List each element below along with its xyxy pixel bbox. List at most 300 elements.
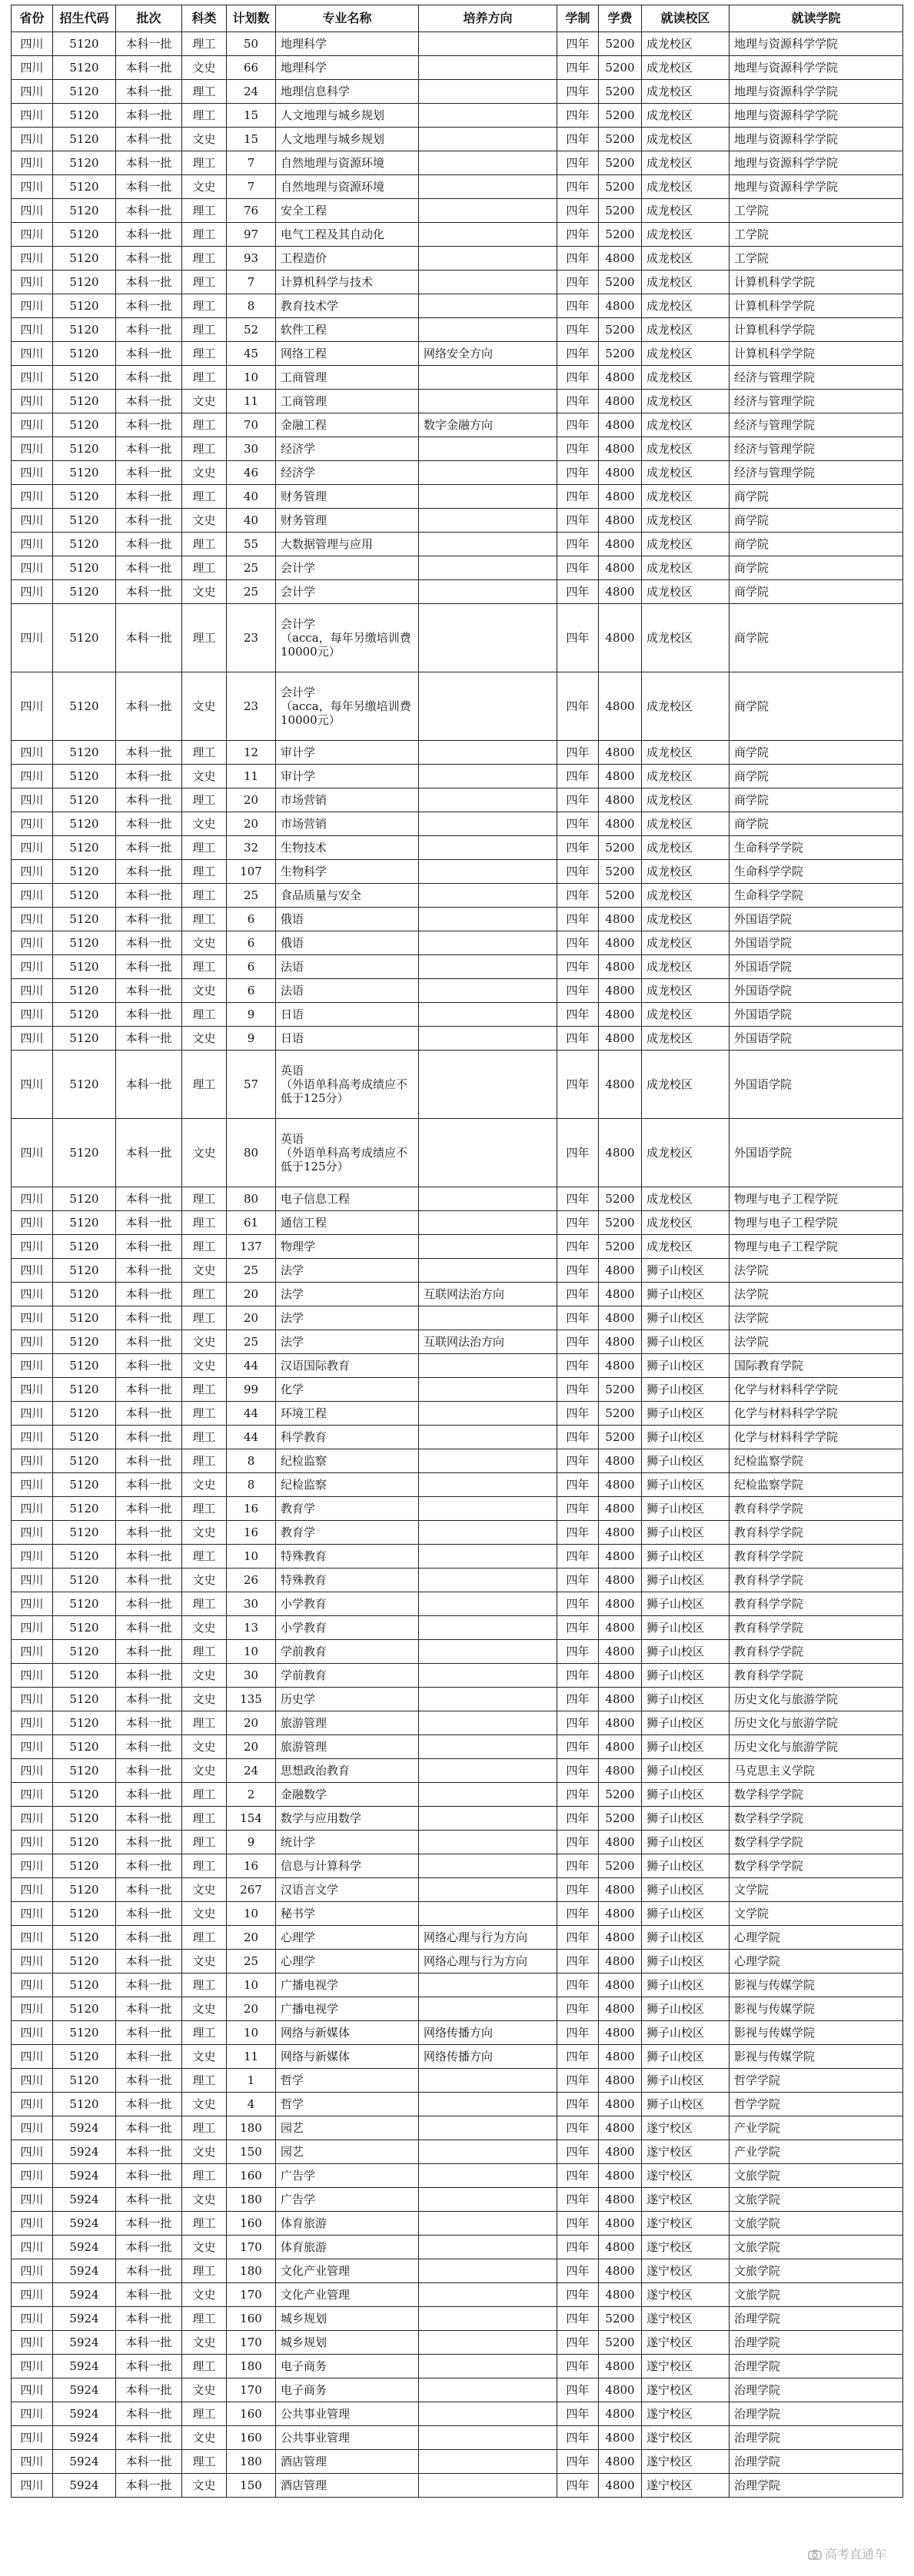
table-row — [12, 556, 903, 580]
cell-campus: 成龙校区 — [642, 672, 730, 741]
cell-direction — [419, 2188, 557, 2212]
cell-quota: 24 — [227, 80, 276, 104]
cell-province: 四川 — [12, 390, 53, 413]
cell-direction — [419, 955, 557, 979]
table-row — [12, 1759, 903, 1783]
cell-province: 四川 — [12, 1235, 53, 1259]
cell-code: 5120 — [53, 1807, 116, 1831]
cell-duration: 四年 — [557, 1902, 599, 1926]
cell-batch: 本科一批 — [116, 199, 182, 223]
cell-major: 城乡规划 — [276, 2331, 419, 2355]
cell-batch: 本科一批 — [116, 1497, 182, 1521]
cell-code: 5924 — [53, 2236, 116, 2259]
cell-college: 影视与传媒学院 — [730, 1997, 903, 2021]
cell-province: 四川 — [12, 151, 53, 175]
cell-province: 四川 — [12, 1521, 53, 1545]
cell-campus: 遂宁校区 — [642, 2116, 730, 2140]
cell-duration: 四年 — [557, 672, 599, 741]
cell-batch: 本科一批 — [116, 2021, 182, 2045]
cell-code: 5120 — [53, 788, 116, 812]
cell-code: 5120 — [53, 1473, 116, 1497]
cell-campus: 成龙校区 — [642, 556, 730, 580]
cell-tuition: 5200 — [599, 318, 642, 342]
cell-college: 化学与材料科学学院 — [730, 1378, 903, 1402]
table-row — [12, 128, 903, 151]
cell-province: 四川 — [12, 788, 53, 812]
table-row — [12, 1854, 903, 1878]
cell-province: 四川 — [12, 860, 53, 884]
cell-category: 理工 — [182, 836, 227, 860]
cell-major: 人文地理与城乡规划 — [276, 104, 419, 128]
cell-category: 理工 — [182, 2069, 227, 2093]
col-header-province: 省份 — [12, 5, 53, 32]
cell-code: 5120 — [53, 1027, 116, 1051]
cell-college: 哲学学院 — [730, 2093, 903, 2116]
cell-code: 5120 — [53, 509, 116, 533]
cell-category: 理工 — [182, 1973, 227, 1997]
cell-duration: 四年 — [557, 1051, 599, 1119]
cell-duration: 四年 — [557, 1402, 599, 1426]
table-row — [12, 2426, 903, 2450]
cell-campus: 狮子山校区 — [642, 1640, 730, 1664]
cell-category: 文史 — [182, 175, 227, 199]
cell-category: 文史 — [182, 1735, 227, 1759]
cell-batch: 本科一批 — [116, 2450, 182, 2474]
cell-tuition: 4800 — [599, 509, 642, 533]
cell-category: 文史 — [182, 1759, 227, 1783]
cell-college: 商学院 — [730, 509, 903, 533]
cell-province: 四川 — [12, 2236, 53, 2259]
cell-category: 文史 — [182, 390, 227, 413]
header-row — [12, 5, 903, 32]
cell-college: 外国语学院 — [730, 1003, 903, 1027]
cell-province: 四川 — [12, 1950, 53, 1973]
cell-category: 文史 — [182, 2188, 227, 2212]
cell-tuition: 4800 — [599, 1545, 642, 1569]
cell-major: 哲学 — [276, 2069, 419, 2093]
cell-quota: 44 — [227, 1402, 276, 1426]
cell-category: 理工 — [182, 2307, 227, 2331]
cell-category: 文史 — [182, 1119, 227, 1187]
cell-category: 文史 — [182, 2140, 227, 2164]
cell-major: 法学 — [276, 1283, 419, 1306]
cell-batch: 本科一批 — [116, 1119, 182, 1187]
cell-campus: 成龙校区 — [642, 931, 730, 955]
cell-direction — [419, 836, 557, 860]
cell-category: 理工 — [182, 2355, 227, 2378]
cell-tuition: 5200 — [599, 1783, 642, 1807]
cell-category: 文史 — [182, 1259, 227, 1283]
cell-batch: 本科一批 — [116, 151, 182, 175]
cell-major: 日语 — [276, 1003, 419, 1027]
cell-code: 5120 — [53, 151, 116, 175]
cell-duration: 四年 — [557, 1119, 599, 1187]
cell-direction — [419, 247, 557, 271]
cell-major: 广播电视学 — [276, 1997, 419, 2021]
cell-tuition: 5200 — [599, 56, 642, 80]
cell-campus: 遂宁校区 — [642, 2307, 730, 2331]
cell-college: 外国语学院 — [730, 908, 903, 931]
cell-province: 四川 — [12, 672, 53, 741]
cell-college: 外国语学院 — [730, 955, 903, 979]
table-row — [12, 318, 903, 342]
cell-tuition: 5200 — [599, 884, 642, 908]
cell-college: 商学院 — [730, 580, 903, 604]
cell-province: 四川 — [12, 1027, 53, 1051]
cell-province: 四川 — [12, 1592, 53, 1616]
cell-batch: 本科一批 — [116, 580, 182, 604]
cell-major: 审计学 — [276, 741, 419, 765]
table-row — [12, 836, 903, 860]
cell-duration: 四年 — [557, 2450, 599, 2474]
cell-direction — [419, 128, 557, 151]
cell-category: 理工 — [182, 223, 227, 247]
cell-quota: 180 — [227, 2116, 276, 2140]
cell-code: 5120 — [53, 1330, 116, 1354]
cell-college: 教育科学学院 — [730, 1497, 903, 1521]
cell-campus: 遂宁校区 — [642, 2283, 730, 2307]
cell-tuition: 4800 — [599, 1997, 642, 2021]
cell-campus: 成龙校区 — [642, 461, 730, 485]
cell-code: 5120 — [53, 580, 116, 604]
cell-college: 教育科学学院 — [730, 1545, 903, 1569]
cell-province: 四川 — [12, 175, 53, 199]
cell-college: 地理与资源科学学院 — [730, 56, 903, 80]
cell-major: 法语 — [276, 955, 419, 979]
cell-college: 文旅学院 — [730, 2188, 903, 2212]
cell-direction: 互联网法治方向 — [419, 1283, 557, 1306]
cell-quota: 16 — [227, 1521, 276, 1545]
cell-major: 地理信息科学 — [276, 80, 419, 104]
table-row — [12, 413, 903, 437]
cell-code: 5120 — [53, 1235, 116, 1259]
cell-duration: 四年 — [557, 2236, 599, 2259]
cell-batch: 本科一批 — [116, 1688, 182, 1711]
cell-category: 理工 — [182, 2116, 227, 2140]
table-row — [12, 2188, 903, 2212]
cell-major: 自然地理与资源环境 — [276, 151, 419, 175]
cell-category: 文史 — [182, 580, 227, 604]
cell-category: 理工 — [182, 2021, 227, 2045]
cell-direction — [419, 1378, 557, 1402]
cell-duration: 四年 — [557, 1640, 599, 1664]
cell-direction — [419, 461, 557, 485]
table-row — [12, 2140, 903, 2164]
cell-major: 网络与新媒体 — [276, 2021, 419, 2045]
table-row — [12, 80, 903, 104]
cell-major: 广告学 — [276, 2164, 419, 2188]
cell-category: 文史 — [182, 931, 227, 955]
cell-quota: 25 — [227, 1950, 276, 1973]
cell-campus: 遂宁校区 — [642, 2164, 730, 2188]
table-row — [12, 2402, 903, 2426]
cell-college: 产业学院 — [730, 2116, 903, 2140]
cell-quota: 160 — [227, 2212, 276, 2236]
col-header-category: 科类 — [182, 5, 227, 32]
cell-province: 四川 — [12, 533, 53, 556]
cell-college: 哲学学院 — [730, 2069, 903, 2093]
cell-major: 公共事业管理 — [276, 2426, 419, 2450]
cell-code: 5120 — [53, 1831, 116, 1854]
cell-category: 理工 — [182, 1711, 227, 1735]
cell-province: 四川 — [12, 908, 53, 931]
cell-province: 四川 — [12, 80, 53, 104]
cell-code: 5120 — [53, 1521, 116, 1545]
cell-quota: 180 — [227, 2259, 276, 2283]
col-header-batch: 批次 — [116, 5, 182, 32]
cell-tuition: 4800 — [599, 1449, 642, 1473]
cell-direction — [419, 318, 557, 342]
cell-direction: 网络传播方向 — [419, 2045, 557, 2069]
cell-direction — [419, 2140, 557, 2164]
cell-duration: 四年 — [557, 1831, 599, 1854]
cell-duration: 四年 — [557, 2378, 599, 2402]
cell-batch: 本科一批 — [116, 1027, 182, 1051]
cell-tuition: 4800 — [599, 2402, 642, 2426]
cell-major: 心理学 — [276, 1950, 419, 1973]
table-row — [12, 509, 903, 533]
cell-major: 通信工程 — [276, 1211, 419, 1235]
cell-batch: 本科一批 — [116, 413, 182, 437]
cell-province: 四川 — [12, 1283, 53, 1306]
cell-major: 文化产业管理 — [276, 2283, 419, 2307]
cell-category: 理工 — [182, 788, 227, 812]
cell-province: 四川 — [12, 1449, 53, 1473]
cell-college: 国际教育学院 — [730, 1354, 903, 1378]
cell-quota: 10 — [227, 1545, 276, 1569]
cell-code: 5120 — [53, 765, 116, 788]
cell-college: 文旅学院 — [730, 2212, 903, 2236]
table-row — [12, 1497, 903, 1521]
cell-quota: 11 — [227, 390, 276, 413]
table-row — [12, 2331, 903, 2355]
cell-duration: 四年 — [557, 1973, 599, 1997]
table-row — [12, 1521, 903, 1545]
table-row — [12, 2355, 903, 2378]
cell-direction — [419, 199, 557, 223]
cell-province: 四川 — [12, 32, 53, 56]
cell-batch: 本科一批 — [116, 437, 182, 461]
cell-province: 四川 — [12, 2212, 53, 2236]
cell-batch: 本科一批 — [116, 1402, 182, 1426]
cell-duration: 四年 — [557, 604, 599, 672]
cell-campus: 成龙校区 — [642, 294, 730, 318]
cell-major: 日语 — [276, 1027, 419, 1051]
cell-direction — [419, 1711, 557, 1735]
cell-province: 四川 — [12, 1664, 53, 1688]
cell-major: 财务管理 — [276, 509, 419, 533]
cell-tuition: 4800 — [599, 1902, 642, 1926]
cell-quota: 180 — [227, 2188, 276, 2212]
cell-duration: 四年 — [557, 884, 599, 908]
cell-duration: 四年 — [557, 2331, 599, 2355]
cell-category: 理工 — [182, 1854, 227, 1878]
table-row — [12, 2212, 903, 2236]
cell-tuition: 5200 — [599, 2331, 642, 2355]
cell-college: 外国语学院 — [730, 1119, 903, 1187]
col-header-quota: 计划数 — [227, 5, 276, 32]
cell-campus: 狮子山校区 — [642, 1783, 730, 1807]
cell-college: 化学与材料科学学院 — [730, 1402, 903, 1426]
cell-batch: 本科一批 — [116, 1997, 182, 2021]
table-row — [12, 1640, 903, 1664]
cell-tuition: 5200 — [599, 836, 642, 860]
cell-code: 5120 — [53, 1187, 116, 1211]
cell-batch: 本科一批 — [116, 2474, 182, 2498]
cell-quota: 150 — [227, 2140, 276, 2164]
cell-batch: 本科一批 — [116, 2355, 182, 2378]
cell-direction — [419, 604, 557, 672]
cell-direction — [419, 485, 557, 509]
cell-province: 四川 — [12, 2450, 53, 2474]
cell-category: 文史 — [182, 56, 227, 80]
cell-major: 网络与新媒体 — [276, 2045, 419, 2069]
cell-batch: 本科一批 — [116, 1664, 182, 1688]
table-row — [12, 1003, 903, 1027]
cell-campus: 狮子山校区 — [642, 1688, 730, 1711]
cell-campus: 狮子山校区 — [642, 1545, 730, 1569]
cell-campus: 狮子山校区 — [642, 1664, 730, 1688]
cell-college: 文旅学院 — [730, 2164, 903, 2188]
table-row — [12, 1211, 903, 1235]
cell-duration: 四年 — [557, 908, 599, 931]
cell-quota: 44 — [227, 1354, 276, 1378]
cell-campus: 成龙校区 — [642, 604, 730, 672]
cell-major: 地理科学 — [276, 56, 419, 80]
cell-campus: 成龙校区 — [642, 104, 730, 128]
cell-province: 四川 — [12, 955, 53, 979]
cell-tuition: 4800 — [599, 672, 642, 741]
cell-college: 文旅学院 — [730, 2259, 903, 2283]
table-row — [12, 247, 903, 271]
cell-province: 四川 — [12, 2093, 53, 2116]
cell-direction — [419, 390, 557, 413]
cell-batch: 本科一批 — [116, 1926, 182, 1950]
cell-direction — [419, 1831, 557, 1854]
cell-tuition: 4800 — [599, 1735, 642, 1759]
cell-province: 四川 — [12, 1259, 53, 1283]
cell-major: 审计学 — [276, 765, 419, 788]
cell-category: 理工 — [182, 1187, 227, 1211]
cell-quota: 160 — [227, 2402, 276, 2426]
cell-major: 生物技术 — [276, 836, 419, 860]
cell-campus: 狮子山校区 — [642, 1378, 730, 1402]
cell-category: 文史 — [182, 979, 227, 1003]
cell-duration: 四年 — [557, 1426, 599, 1449]
cell-campus: 狮子山校区 — [642, 1283, 730, 1306]
cell-province: 四川 — [12, 604, 53, 672]
cell-batch: 本科一批 — [116, 1569, 182, 1592]
cell-direction: 网络心理与行为方向 — [419, 1926, 557, 1950]
cell-category: 理工 — [182, 1283, 227, 1306]
cell-direction — [419, 80, 557, 104]
cell-major: 数学与应用数学 — [276, 1807, 419, 1831]
cell-campus: 成龙校区 — [642, 366, 730, 390]
cell-category: 文史 — [182, 1688, 227, 1711]
table-row — [12, 1592, 903, 1616]
cell-college: 马克思主义学院 — [730, 1759, 903, 1783]
table-row — [12, 672, 903, 741]
cell-province: 四川 — [12, 128, 53, 151]
cell-quota: 10 — [227, 1640, 276, 1664]
cell-campus: 成龙校区 — [642, 80, 730, 104]
cell-province: 四川 — [12, 1187, 53, 1211]
cell-campus: 遂宁校区 — [642, 2188, 730, 2212]
cell-major: 会计学 — [276, 580, 419, 604]
cell-duration: 四年 — [557, 1211, 599, 1235]
cell-code: 5924 — [53, 2378, 116, 2402]
cell-quota: 11 — [227, 765, 276, 788]
cell-college: 商学院 — [730, 672, 903, 741]
cell-province: 四川 — [12, 342, 53, 366]
cell-code: 5924 — [53, 2283, 116, 2307]
cell-duration: 四年 — [557, 1664, 599, 1688]
cell-college: 纪检监察学院 — [730, 1449, 903, 1473]
cell-tuition: 4800 — [599, 437, 642, 461]
cell-quota: 46 — [227, 461, 276, 485]
cell-tuition: 4800 — [599, 1831, 642, 1854]
cell-code: 5924 — [53, 2140, 116, 2164]
cell-campus: 遂宁校区 — [642, 2259, 730, 2283]
cell-campus: 狮子山校区 — [642, 1354, 730, 1378]
table-row — [12, 1711, 903, 1735]
cell-duration: 四年 — [557, 413, 599, 437]
cell-major: 电子商务 — [276, 2355, 419, 2378]
cell-duration: 四年 — [557, 1378, 599, 1402]
cell-major: 金融数学 — [276, 1783, 419, 1807]
cell-province: 四川 — [12, 1003, 53, 1027]
cell-college: 数学科学学院 — [730, 1854, 903, 1878]
cell-quota: 7 — [227, 271, 276, 294]
cell-direction: 数字金融方向 — [419, 413, 557, 437]
cell-college: 工学院 — [730, 199, 903, 223]
cell-campus: 成龙校区 — [642, 437, 730, 461]
cell-duration: 四年 — [557, 2474, 599, 2498]
cell-province: 四川 — [12, 765, 53, 788]
cell-batch: 本科一批 — [116, 509, 182, 533]
cell-direction — [419, 271, 557, 294]
cell-college: 商学院 — [730, 788, 903, 812]
cell-direction — [419, 32, 557, 56]
cell-major: 历史学 — [276, 1688, 419, 1711]
table-row — [12, 884, 903, 908]
cell-province: 四川 — [12, 1354, 53, 1378]
cell-direction — [419, 104, 557, 128]
cell-province: 四川 — [12, 1330, 53, 1354]
cell-batch: 本科一批 — [116, 788, 182, 812]
cell-direction — [419, 556, 557, 580]
table-row — [12, 1735, 903, 1759]
cell-quota: 25 — [227, 580, 276, 604]
cell-direction — [419, 884, 557, 908]
cell-major: 化学 — [276, 1378, 419, 1402]
cell-major: 电子商务 — [276, 2378, 419, 2402]
cell-major: 财务管理 — [276, 485, 419, 509]
cell-direction — [419, 1497, 557, 1521]
cell-category: 文史 — [182, 1569, 227, 1592]
cell-duration: 四年 — [557, 1003, 599, 1027]
cell-duration: 四年 — [557, 2164, 599, 2188]
cell-quota: 6 — [227, 931, 276, 955]
cell-quota: 6 — [227, 955, 276, 979]
cell-direction — [419, 1211, 557, 1235]
cell-duration: 四年 — [557, 1807, 599, 1831]
table-row — [12, 2307, 903, 2331]
table-row — [12, 32, 903, 56]
cell-batch: 本科一批 — [116, 765, 182, 788]
table-row — [12, 2378, 903, 2402]
cell-quota: 32 — [227, 836, 276, 860]
